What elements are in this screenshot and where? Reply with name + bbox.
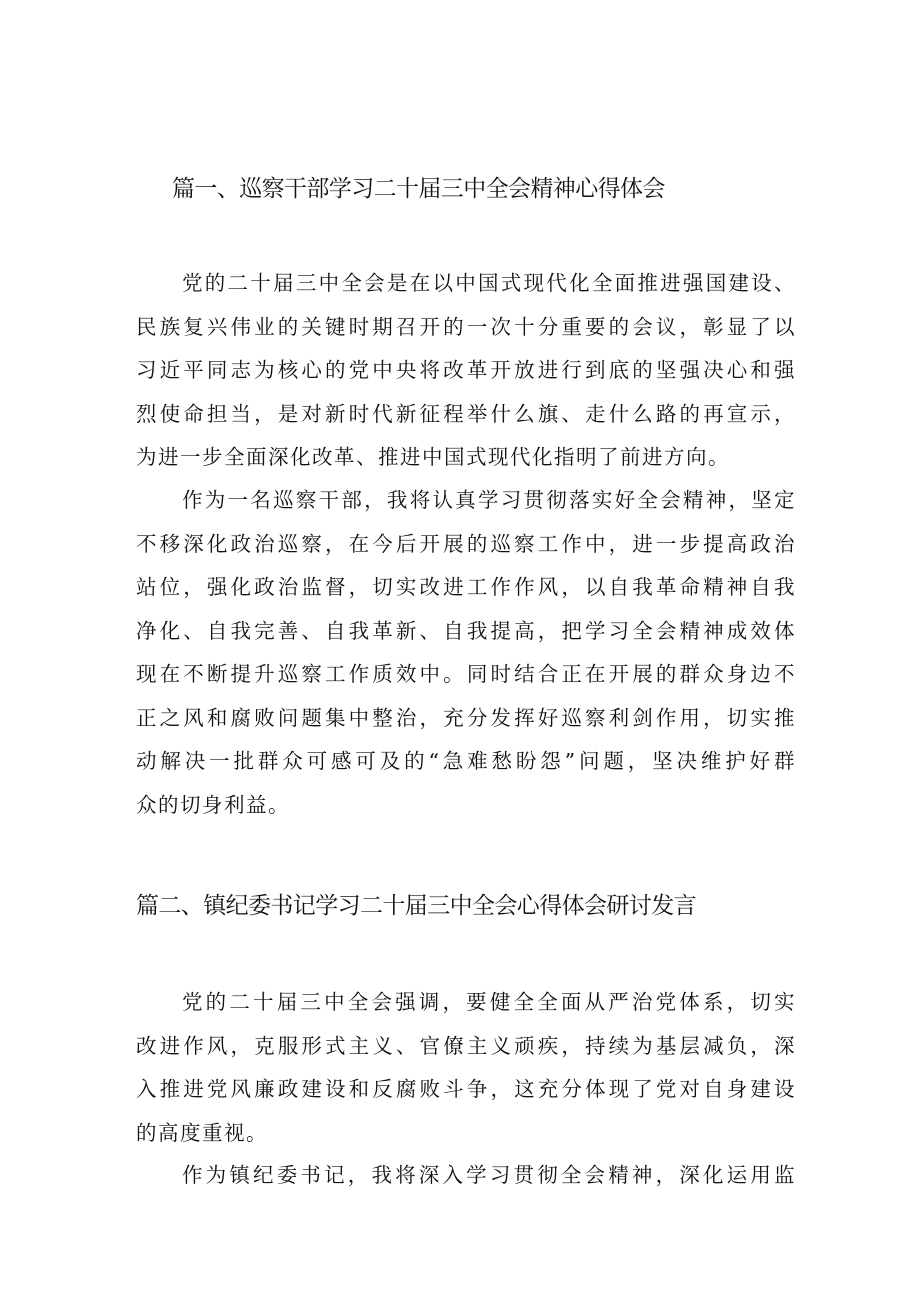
text-line: 现在不断提升巡察工作质效中。同时结合正在开展的群众身边不 xyxy=(136,662,796,686)
text-line: 党的二十届三中全会是在以中国式现代化全面推进强国建设、 xyxy=(182,271,796,295)
text-line: 不移深化政治巡察，在今后开展的巡察工作中，进一步提高政治 xyxy=(136,531,796,556)
text-line: 众的切身利益。 xyxy=(136,792,290,817)
text-line: 的高度重视。 xyxy=(136,1120,268,1145)
section-2-paragraph-1 xyxy=(136,981,796,1155)
section-1-paragraph-2 xyxy=(136,479,796,827)
text-line: 作为一名巡察干部，我将认真学习贯彻落实好全会精神，坚定 xyxy=(182,488,796,512)
text-line: 作为镇纪委书记，我将深入学习贯彻全会精神，深化运用监 xyxy=(182,1163,796,1187)
text-line: 党的二十届三中全会强调，要健全全面从严治党体系，切实 xyxy=(182,990,796,1014)
text-line: 习近平同志为核心的党中央将改革开放进行到底的坚强决心和强 xyxy=(136,358,796,382)
text-line: 正之风和腐败问题集中整治，充分发挥好巡察利剑作用，切实推 xyxy=(136,705,796,730)
text-line: 入推进党风廉政建设和反腐败斗争，这充分体现了党对自身建设 xyxy=(136,1077,796,1101)
text-line: 改进作风，克服形式主义、官僚主义顽疾，持续为基层减负，深 xyxy=(136,1033,796,1058)
section-2-heading: 篇二、镇纪委书记学习二十届三中全会心得体会研讨发言 xyxy=(136,893,697,919)
text-line: 为进一步全面深化改革、推进中国式现代化指明了前进方向。 xyxy=(136,445,730,469)
section-2-paragraph-2 xyxy=(136,1154,796,1198)
text-line: 烈使命担当，是对新时代新征程举什么旗、走什么路的再宣示， xyxy=(136,401,796,426)
text-line: 站位，强化政治监督，切实改进工作作风，以自我革命精神自我 xyxy=(136,575,796,599)
text-line: 民族复兴伟业的关键时期召开的一次十分重要的会议，彰显了以 xyxy=(136,314,796,339)
text-line: 动解决一批群众可感可及的“急难愁盼怨”问题，坚决维护好群 xyxy=(136,749,796,773)
section-1-heading: 篇一、巡察干部学习二十届三中全会精神心得体会 xyxy=(172,176,665,202)
section-1-paragraph-1 xyxy=(136,262,796,480)
text-line: 净化、自我完善、自我革新、自我提高，把学习全会精神成效体 xyxy=(136,618,796,643)
